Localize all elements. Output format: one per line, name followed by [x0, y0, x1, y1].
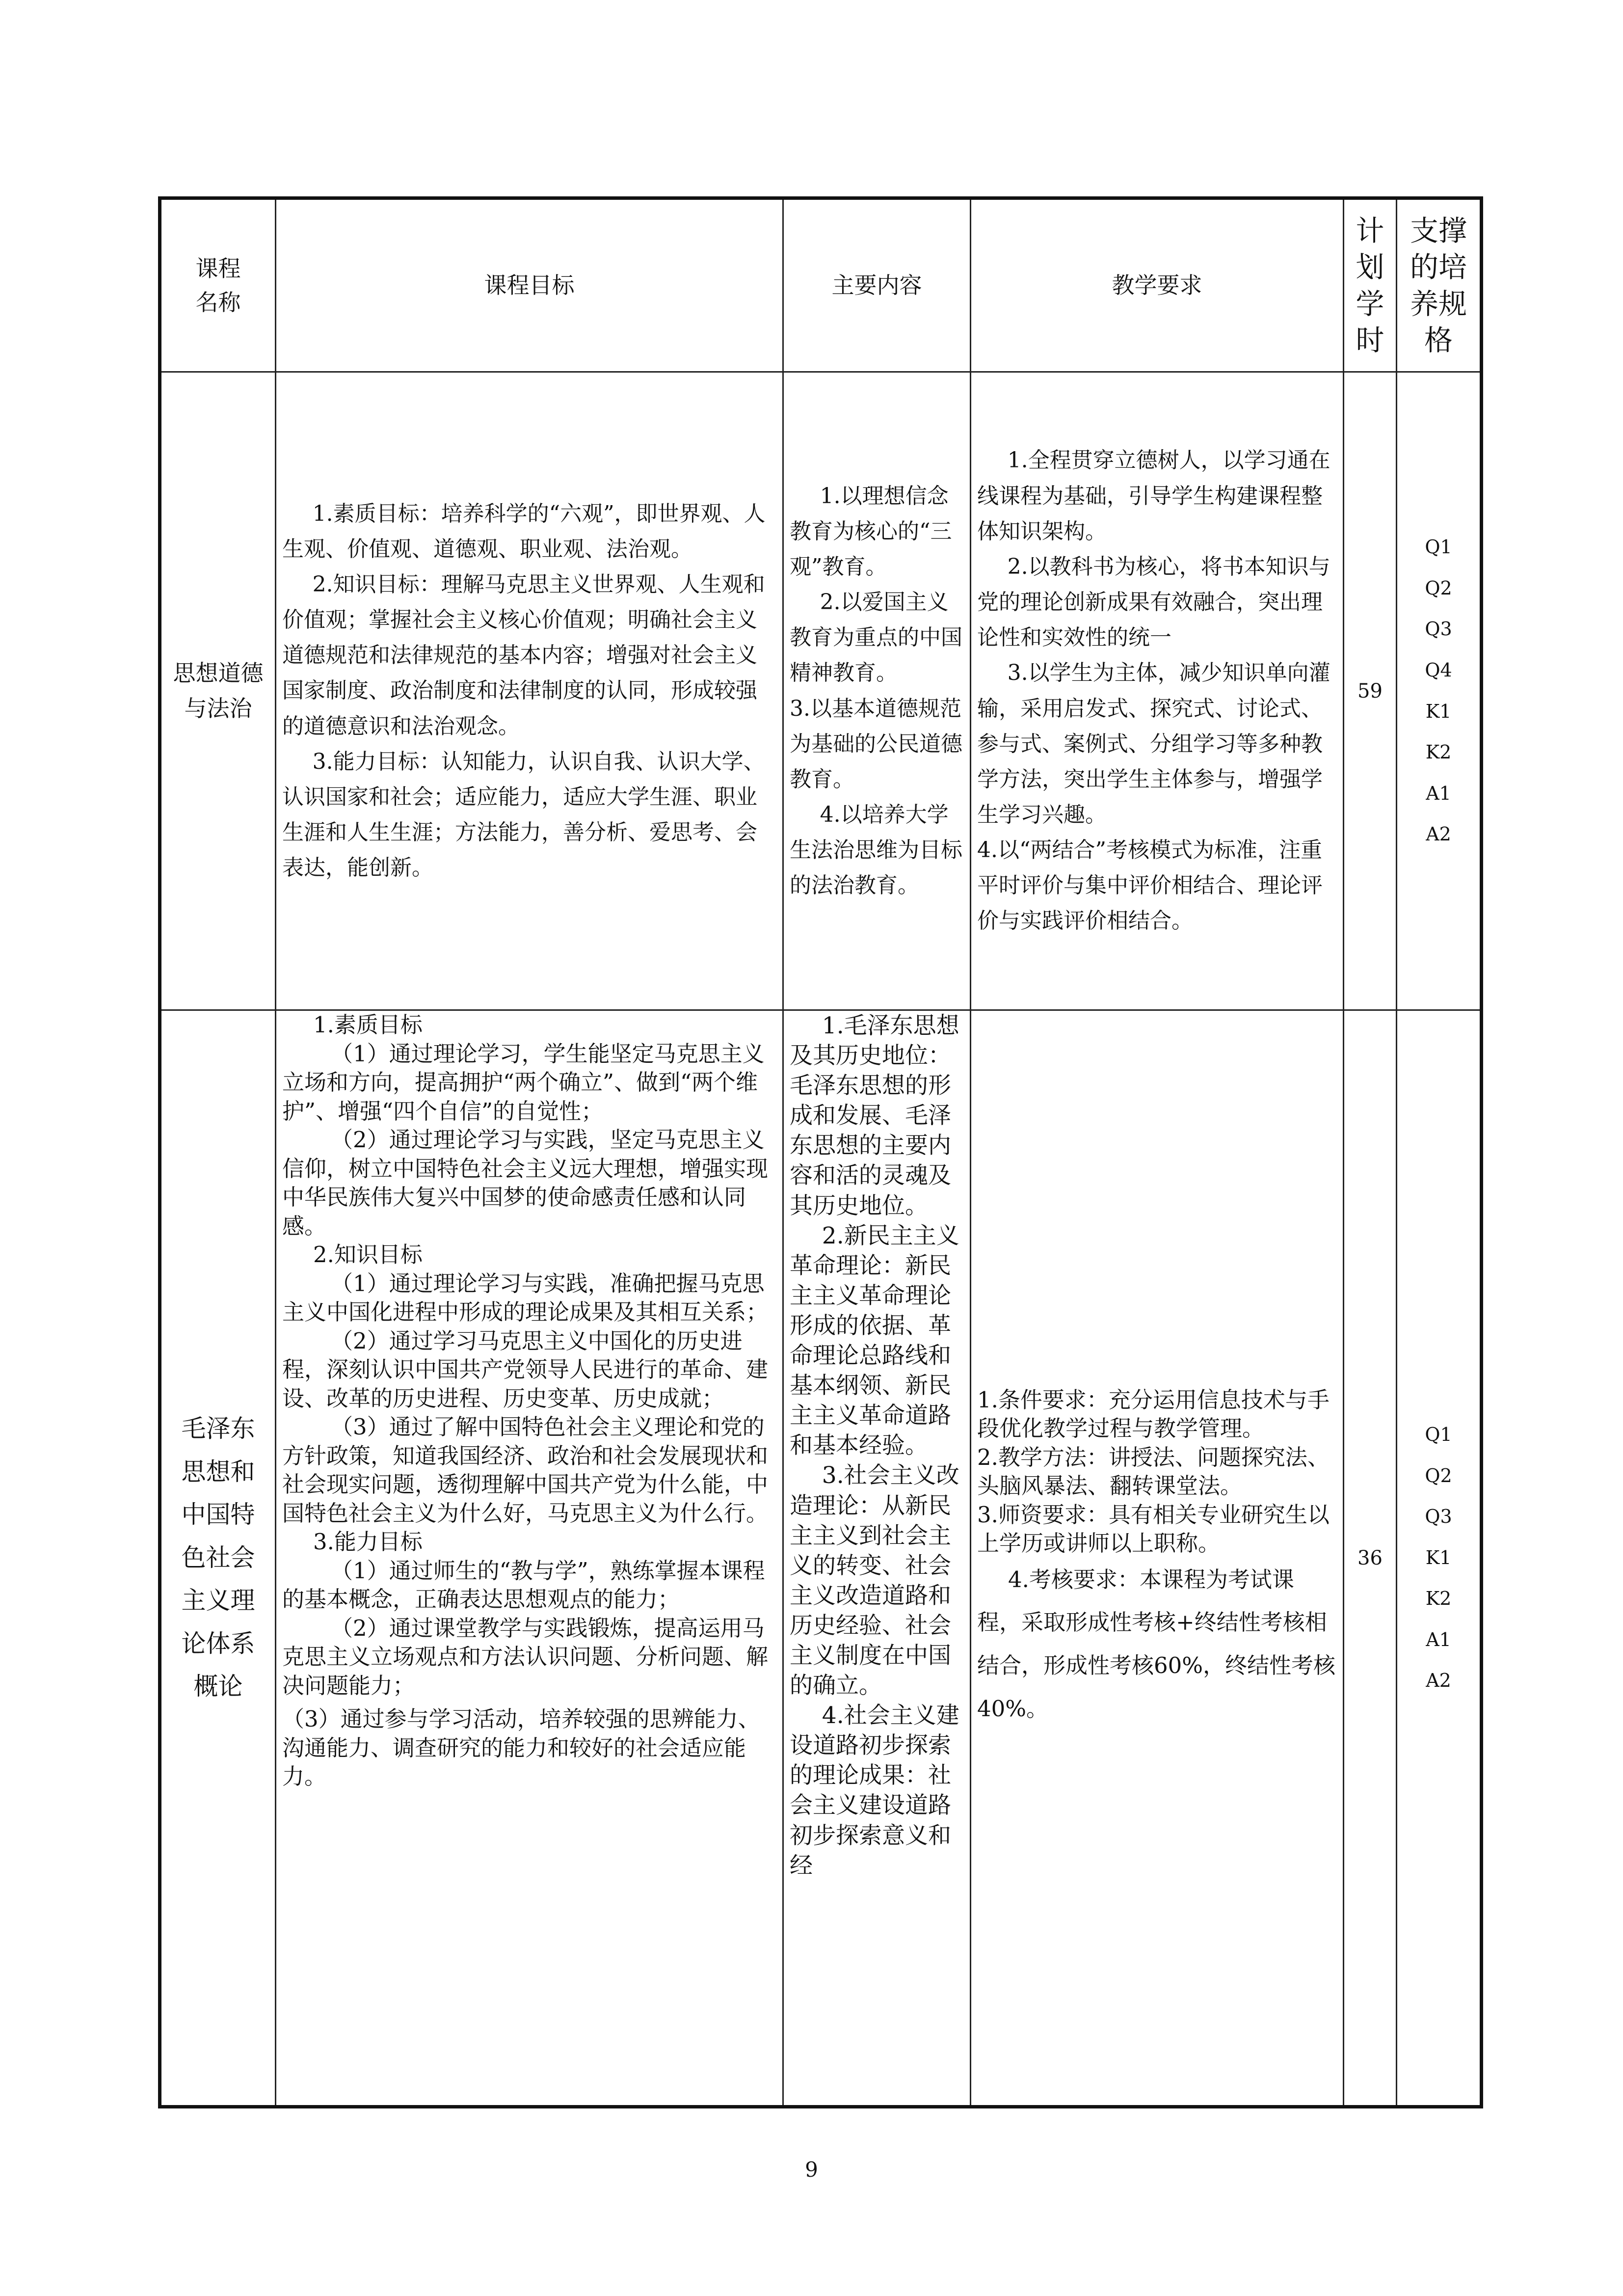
goal-item: 3.能力目标: [313, 1529, 423, 1555]
spec-code: A1: [1426, 1628, 1451, 1650]
header-row: [160, 198, 1482, 372]
spec-code: A2: [1426, 1670, 1451, 1692]
spec-code: K1: [1425, 1546, 1452, 1568]
header-goals: 课程目标: [276, 198, 783, 372]
goal-item: 1.素质目标: [313, 1012, 423, 1038]
content-item: 1.以理想信念教育为核心的“三观”教育。: [790, 483, 952, 579]
goal-item: （2）通过学习马克思主义中国化的历史进程，深刻认识中国共产党领导人民进行的革命、建设、改革的历史进程、历史变革、历史成就；: [282, 1327, 769, 1411]
page-number: 9: [805, 2158, 818, 2182]
spec-code: Q4: [1425, 659, 1452, 681]
curriculum-table: [158, 196, 1483, 2108]
requirement-item: 2.以教科书为核心，将书本知识与党的理论创新成果有效融合，突出理论性和实效性的统一: [977, 554, 1330, 650]
goal-item: （3）通过参与学习活动，培养较强的思辨能力、沟通能力、调查研究的能力和较好的社会适应能力。: [282, 1706, 760, 1789]
course-requirements: [971, 1010, 1344, 2107]
header-hours: 计 划 学 时: [1344, 198, 1397, 372]
goal-item: 3.能力目标：认知能力，认识自我、认识大学、认识国家和社会；适应能力，适应大学生涯、职业生涯和人生生涯；方法能力，善分析、爱思考、会表达，能创新。: [282, 749, 765, 881]
goal-item: （2）通过理论学习与实践，坚定马克思主义信仰，树立中国特色社会主义远大理想，增强实现中华民族伟大复兴中国梦的使命感责任感和认同感。: [282, 1127, 769, 1239]
header-content: 主要内容: [783, 198, 971, 372]
requirement-item: 4.以“两结合”考核模式为标准，注重平时评价与集中评价相结合、理论评价与实践评价相结合。: [977, 837, 1323, 934]
goal-item: （2）通过课堂教学与实践锻炼，提高运用马克思主义立场观点和方法认识问题、分析问题、解决问题能力；: [282, 1615, 769, 1699]
content-item: 3.以基本道德规范为基础的公民道德教育。: [790, 696, 962, 792]
content-item: 2.以爱国主义教育为重点的中国精神教育。: [790, 590, 962, 686]
goal-item: （1）通过师生的“教与学”，熟练掌握本课程的基本概念，正确表达思想观点的能力；: [282, 1557, 765, 1612]
requirement-item: 1.全程贯穿立德树人，以学习通在线课程为基础，引导学生构建课程整体知识架构。: [977, 448, 1330, 544]
table-row: [160, 1010, 1482, 2107]
course-goals: [276, 372, 783, 1010]
spec-code: A2: [1426, 823, 1451, 845]
spec-code: K2: [1425, 741, 1452, 763]
spec-code: K1: [1425, 700, 1452, 722]
header-specs: 支撑 的培 养规 格: [1397, 198, 1482, 372]
requirement-item: 3.师资要求：具有相关专业研究生以上学历或讲师以上职称。: [977, 1501, 1330, 1556]
spec-code: Q1: [1425, 536, 1452, 558]
course-content: [783, 372, 971, 1010]
course-requirements: [971, 372, 1344, 1010]
content-item: 2.新民主主义革命理论：新民主主义革命理论形成的依据、革命理论总路线和基本纲领、新民主主义革命道路和基本经验。: [790, 1222, 959, 1459]
course-content: [783, 1010, 971, 2107]
spec-code: A1: [1426, 782, 1451, 804]
goal-item: （3）通过了解中国特色社会主义理论和党的方针政策，知道我国经济、政治和社会发展现状和社会现实问题，透彻理解中国共产党为什么能，中国特色社会主义为什么好，马克思主义为什么行。: [282, 1414, 769, 1526]
content-item: 3.社会主义改造理论：从新民主主义到社会主义的转变、社会主义改造道路和历史经验、社会主义制度在中国的确立。: [790, 1462, 959, 1700]
supported-specs: [1397, 372, 1482, 1010]
supported-specs: [1397, 1010, 1482, 2107]
requirement-item: 3.以学生为主体，减少知识单向灌输，采用启发式、探究式、讨论式、参与式、案例式、分组学习等多种教学方法，突出学生主体参与，增强学生学习兴趣。: [977, 660, 1330, 827]
spec-code: Q1: [1425, 1423, 1452, 1445]
spec-code: Q2: [1425, 577, 1452, 599]
spec-code: Q3: [1425, 1506, 1452, 1528]
goal-item: （1）通过理论学习与实践，准确把握马克思主义中国化进程中形成的理论成果及其相互关系；: [282, 1270, 769, 1325]
spec-code: Q3: [1425, 618, 1452, 640]
requirement-item: 1.条件要求：充分运用信息技术与手段优化教学过程与教学管理。: [977, 1386, 1330, 1441]
course-name: 思想道德 与法治: [160, 372, 276, 1010]
planned-hours: 59: [1344, 372, 1397, 1010]
spec-code: K2: [1425, 1588, 1452, 1610]
requirement-item: 4.考核要求：本课程为考试课程，采取形成性考核+终结性考核相结合，形成性考核60%，终结性考核 40%。: [977, 1566, 1336, 1722]
header-requirements: 教学要求: [971, 198, 1344, 372]
content-item: 4.社会主义建设道路初步探索的理论成果：社会主义建设道路初步探索意义和经: [790, 1702, 959, 1879]
content-item: 1.毛泽东思想及其历史地位：毛泽东思想的形成和发展、毛泽东思想的主要内容和活的灵魂及其历史地位。: [790, 1012, 959, 1219]
goal-item: 1.素质目标：培养科学的“六观”，即世界观、人生观、价值观、道德观、职业观、法治观。: [282, 501, 766, 562]
goal-item: 2.知识目标: [313, 1242, 423, 1268]
content-item: 4.以培养大学生法治思维为目标的法治教育。: [790, 802, 962, 898]
header-course-name: 课程 名称: [160, 198, 276, 372]
goal-item: 2.知识目标：理解马克思主义世界观、人生观和价值观；掌握社会主义核心价值观；明确社会主义道德规范和法律规范的基本内容；增强对社会主义国家制度、政治制度和法律制度的认同，形成较强的道德意识和法治观念。: [282, 571, 765, 739]
table-row: [160, 372, 1482, 1010]
spec-code: Q2: [1425, 1464, 1452, 1486]
requirement-item: 2.教学方法：讲授法、问题探究法、头脑风暴法、翻转课堂法。: [977, 1444, 1330, 1499]
course-name: 毛泽东 思想和 中国特 色社会 主义理 论体系 概论: [160, 1010, 276, 2107]
planned-hours: 36: [1344, 1010, 1397, 2107]
course-goals: [276, 1010, 783, 2107]
goal-item: （1）通过理论学习，学生能坚定马克思主义立场和方向，提高拥护“两个确立”、做到“两个维护”、增强“四个自信”的自觉性；: [282, 1040, 765, 1124]
